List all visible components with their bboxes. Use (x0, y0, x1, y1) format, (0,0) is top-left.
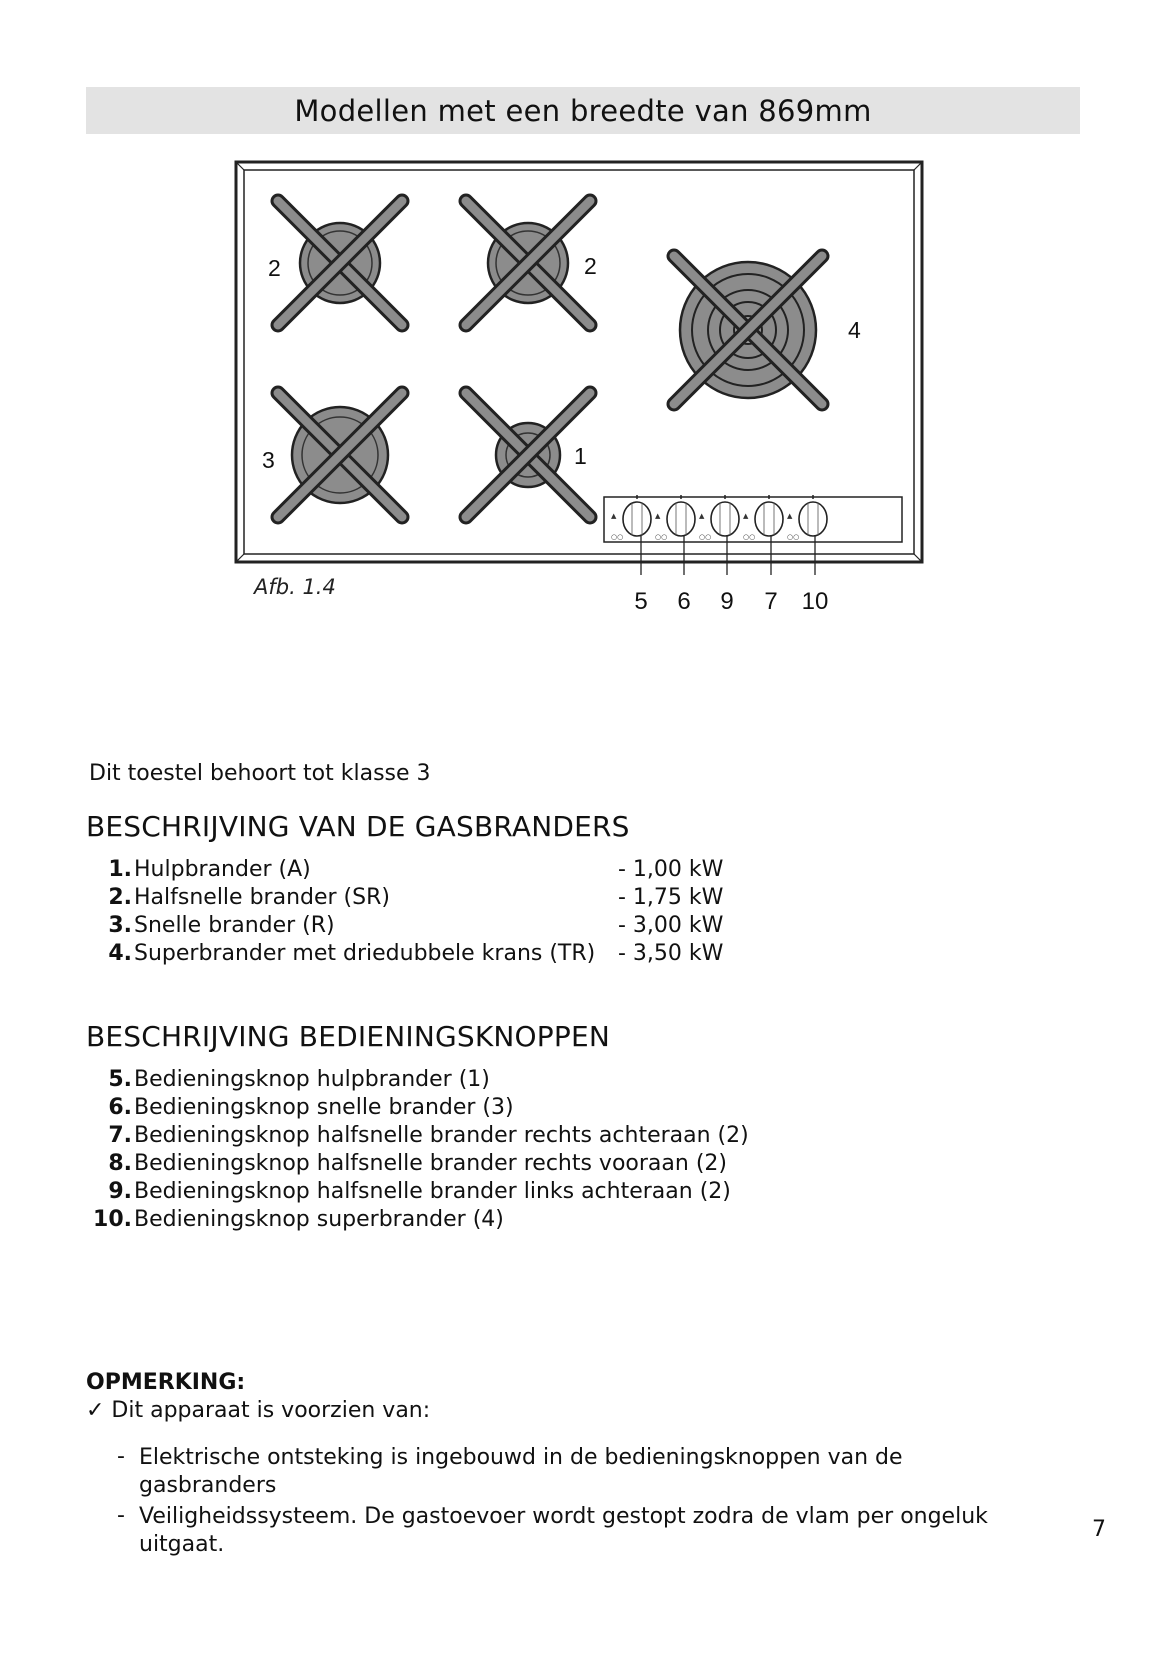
list-item: 7. Bedieningsknop halfsnelle brander rechts achteraan (2) (108, 1123, 749, 1148)
list-item: 3. Snelle brander (R) - 3,00 kW (108, 913, 724, 938)
svg-text:○○: ○○ (699, 533, 712, 541)
burner-label-2-left: 2 (268, 255, 281, 281)
knob-label-9: 9 (720, 588, 734, 615)
note-intro: ✓ Dit apparaat is voorzien van: (86, 1398, 431, 1423)
controls-heading: BESCHRIJVING BEDIENINGSKNOPPEN (86, 1020, 610, 1053)
svg-text:▲: ▲ (611, 512, 617, 520)
list-item: 4. Superbrander met driedubbele krans (TR) - 3,50 kW (108, 941, 724, 966)
svg-text:▲: ▲ (787, 512, 793, 520)
knob-label-6: 6 (677, 588, 691, 615)
svg-text:▲: ▲ (743, 512, 749, 520)
list-item: 1. Hulpbrander (A) - 1,00 kW (108, 857, 724, 882)
burner-label-1: 1 (574, 443, 587, 469)
burner-rapid (278, 393, 402, 517)
burner-triple-crown (674, 256, 822, 404)
burner-label-3: 3 (262, 447, 275, 473)
knob-label-5: 5 (634, 588, 648, 615)
list-item: 9. Bedieningsknop halfsnelle brander links achteraan (2) (108, 1179, 731, 1204)
page-title: Modellen met een breedte van 869mm (294, 93, 872, 128)
svg-text:▲: ▲ (699, 512, 705, 520)
burners-list (86, 856, 786, 968)
svg-text:▲: ▲ (655, 512, 661, 520)
controls-list (86, 1066, 886, 1234)
list-item: 5. Bedieningsknop hulpbrander (1) (108, 1067, 490, 1092)
list-item: 2. Halfsnelle brander (SR) - 1,75 kW (108, 885, 724, 910)
burners-heading: BESCHRIJVING VAN DE GASBRANDERS (86, 810, 630, 843)
note-heading: OPMERKING: (86, 1370, 246, 1395)
page-number: 7 (1092, 1517, 1106, 1542)
class-statement: Dit toestel behoort tot klasse 3 (89, 761, 431, 786)
svg-text:○○: ○○ (655, 533, 668, 541)
figure-caption: Afb. 1.4 (254, 575, 336, 599)
svg-text:○○: ○○ (787, 533, 800, 541)
knob-label-10: 10 (801, 588, 829, 615)
burner-label-4: 4 (848, 317, 861, 343)
knob-label-7: 7 (764, 588, 778, 615)
svg-text:○○: ○○ (743, 533, 756, 541)
svg-text:○○: ○○ (611, 533, 624, 541)
list-item: 10. Bedieningsknop superbrander (4) (93, 1207, 504, 1232)
list-item: 6. Bedieningsknop snelle brander (3) (108, 1095, 514, 1120)
hob-diagram (0, 0, 1166, 640)
list-item: 8. Bedieningsknop halfsnelle brander rechts vooraan (2) (108, 1151, 727, 1176)
burner-label-2-right: 2 (584, 253, 597, 279)
